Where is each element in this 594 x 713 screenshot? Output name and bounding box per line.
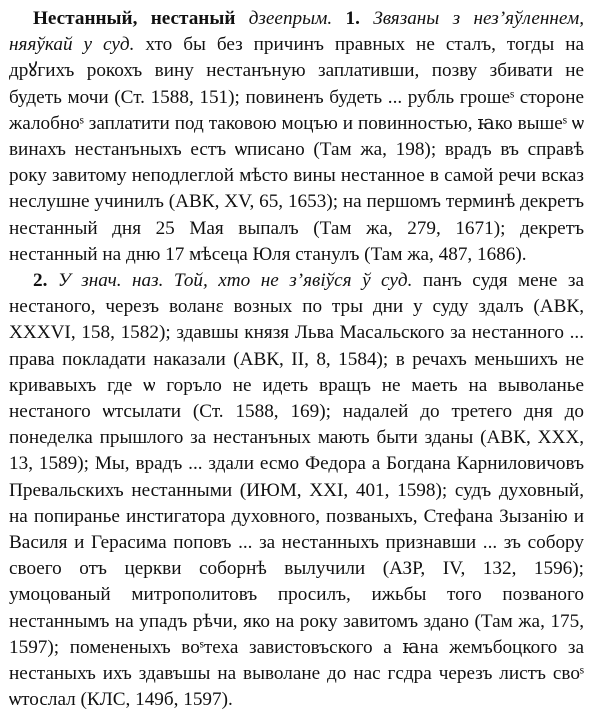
sense-2-number: 2.: [33, 270, 48, 292]
sense-2-citations: панъ судя мене за нестаного, черезъ воланε возных по тры дни у суду здалъ (АВК, XXXVI, 158, 1582); здавшы князя Льва Масальского за нестанного ... права покладати наказали (АВК, II, 8, 1584); в речахъ меньшихъ не кривавыхъ где ѡ горъло не идеть вращъ не маеть на выволанье нестаного ѡтсылати (Ст. 1588, 169); надалей до третего дня до понеделка прышлого за нестанъных мають быти зданы (АВК, XXX, 13, 1589); Мы, врадъ ... здали есмо Федора а Богдана Карниловичовъ Превальскихъ нестанными (ИЮМ, XXI, 401, 1598); судъ духовный, на попиранье инстигатора духовного, позваныхъ, Стефана Зызанію и Василя и Герасима поповъ ... за нестанныхъ признавши ... зъ собору своего отъ церкви соборнѣ вылучили (АЗР, IV, 132, 1596); умоцованый митрополитовъ просилъ, ижьбы того позваного нестаннымъ на упадъ рѣчи, яко на року завитомъ здано (Там жа, 175, 1597); помененыхъ воˢтеха завистовъского а ꙗна жемъбоцкого за нестаныхъ ихъ здавъшы на выволане до нас гсдра черезъ листъ своˢ ѡтослал (КЛС, 149б, 1597).: [9, 270, 585, 711]
part-of-speech: дзеепрым.: [248, 8, 333, 29]
sense-1-paragraph: [9, 6, 584, 268]
sense-1-definition: Звязаны з нез’яўленнем, няяўкай у суд.: [9, 8, 585, 56]
sense-2-definition: У знач. наз. Той, хто не з’явіўся ў суд.: [57, 270, 413, 292]
headword: Нестанный, нестаный: [33, 8, 236, 29]
sense-2-paragraph: [9, 268, 584, 713]
sense-1-number: 1.: [345, 8, 360, 29]
sense-1-citations: хто бы без причинъ правных не сталъ, тогды на дрꙋгихъ рокохъ вину нестанъную заплативши, позву збивати не будеть мочи (Ст. 1588, 151); повиненъ будеть ... рубль грошеˢ стороне жалобноˢ заплатити под таковою моцъю и повинностью, ꙗко вышеˢ ѡ винахъ нестанъныхъ естъ ѡписано (Там жа, 198); врадъ въ справѣ року завитому неподлеглой мѣсто вины нестанное в самой речи всказ неслушне учинилъ (АВК, XV, 65, 1653); на першомъ терминѣ декретъ нестанный дня 25 Мая выпалъ (Там жа, 279, 1671); декретъ нестанный на дню 17 мѣсеца Юля станулъ (Там жа, 487, 1686).: [9, 34, 584, 265]
